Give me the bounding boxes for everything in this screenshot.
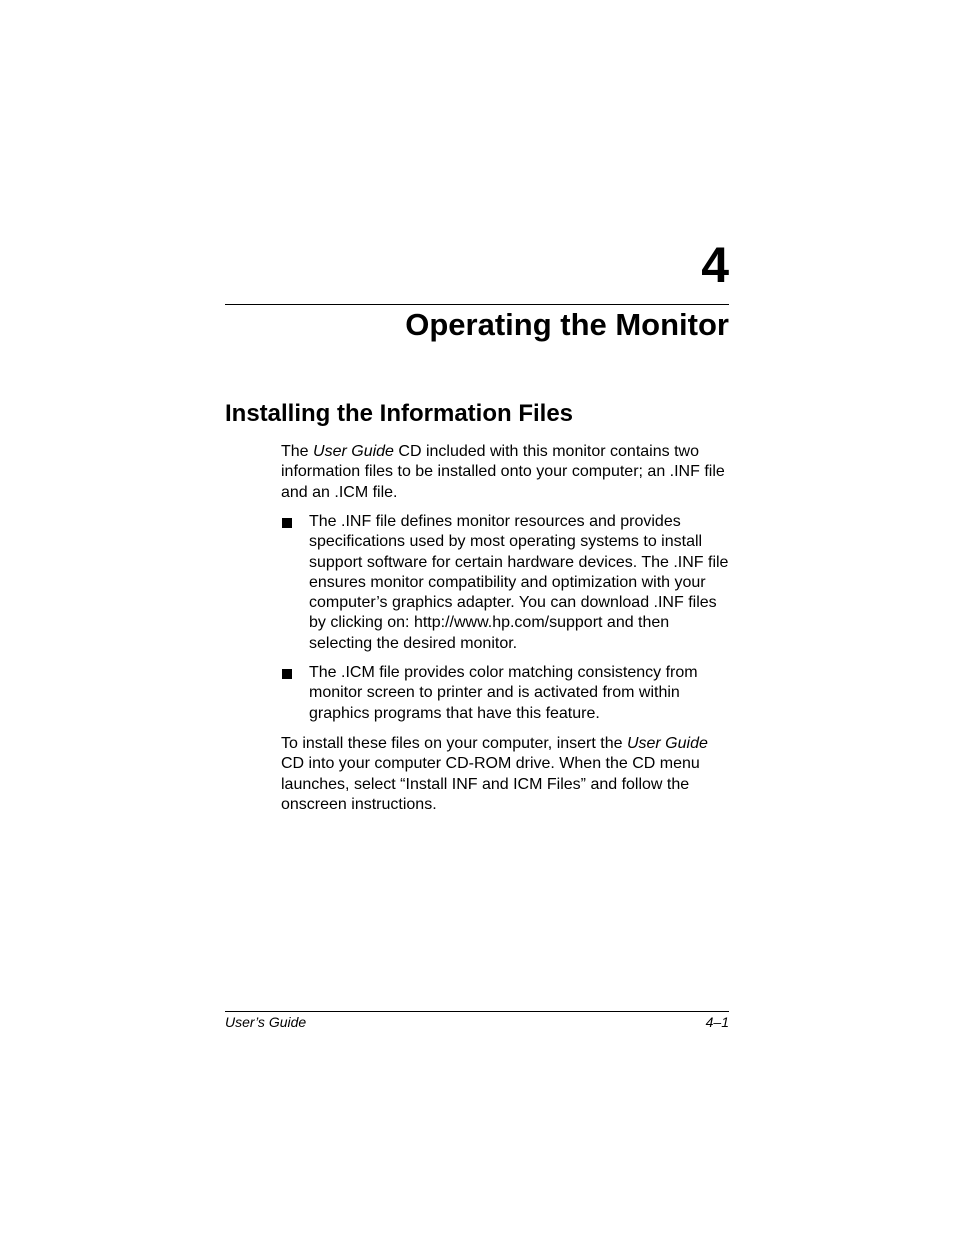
square-bullet-icon (282, 518, 292, 528)
footer-page-number: 4–1 (705, 1014, 729, 1030)
closing-paragraph (281, 734, 729, 815)
intro-italic-title: User Guide (313, 443, 394, 460)
bullet-list (281, 512, 729, 724)
intro-text-end: CD included with this monitor contains two information files to be installed onto your computer; an .INF file and an .ICM file. (281, 443, 725, 501)
list-item (281, 512, 729, 654)
list-item-text: The .INF file defines monitor resources and provides specifications used by most operating systems to install support software for certain hardware devices. The .INF file ensures monitor compatibility and optimization with your computer’s graphics adapter. You can download .INF files by clicking on: http://www.hp.com/support and then selecting the desired monitor. (309, 513, 729, 652)
list-item (281, 663, 729, 724)
section-heading: Installing the Information Files (225, 400, 574, 427)
intro-paragraph (281, 442, 729, 503)
intro-text-start: The (281, 443, 314, 460)
closing-italic-title: User Guide (626, 735, 708, 752)
closing-text-start: To install these files on your computer, insert the (281, 735, 627, 752)
footer-document-title: User’s Guide (225, 1014, 307, 1030)
closing-text-end: CD into your computer CD-ROM drive. When the CD menu launches, select “Install INF and ICM Files” and follow the onscreen instructions. (281, 755, 700, 813)
chapter-title: Operating the Monitor (405, 307, 729, 342)
chapter-number: 4 (701, 237, 729, 293)
chapter-divider (225, 304, 729, 305)
square-bullet-icon (282, 669, 292, 679)
footer-divider (225, 1011, 729, 1012)
list-item-text: The .ICM file provides color matching consistency from monitor screen to printer and is activated from within graphics programs that have this feature. (309, 664, 698, 722)
